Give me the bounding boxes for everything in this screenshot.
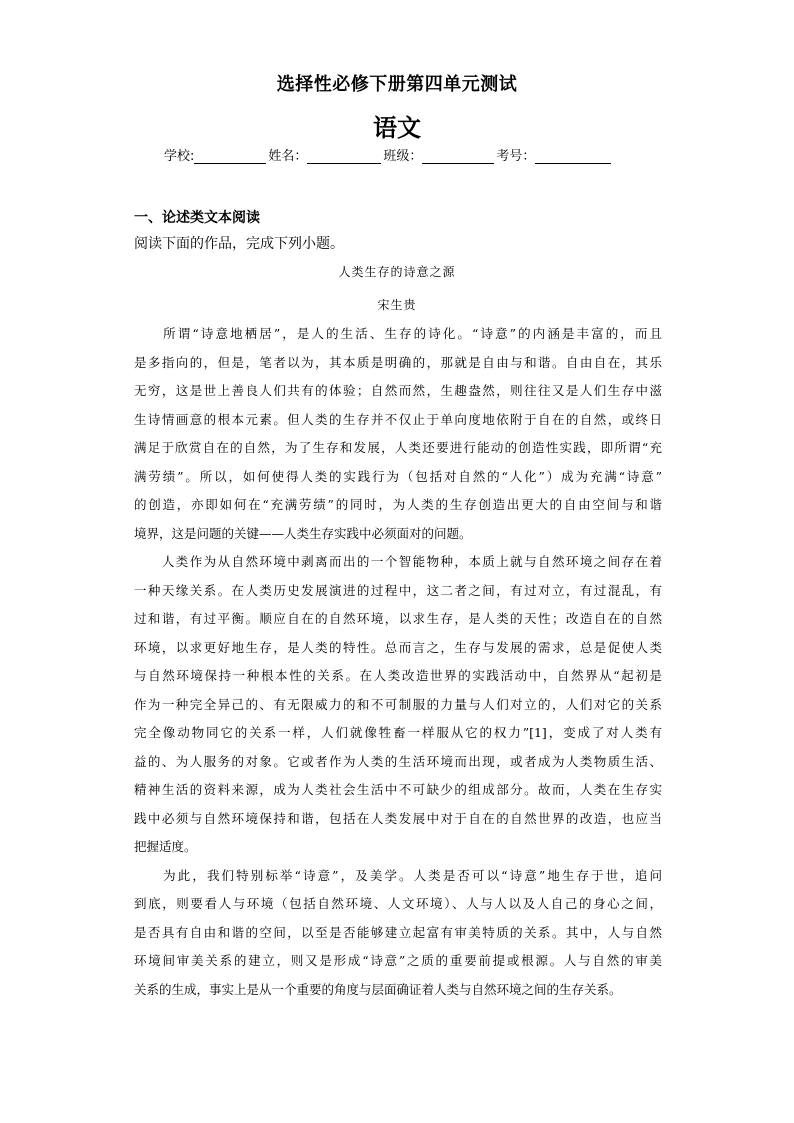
article-paragraph <box>134 862 662 1005</box>
article-title: 人类生存的诗意之源 <box>338 265 456 279</box>
paragraph-line: 过和谐，有过平衡。顺应自在的自然环境，以求生存，是人类的天性；改造自在的自然 <box>134 611 662 626</box>
paragraph-line: 生诗情画意的根本元素。但人类的生存并不仅止于单向度地依附于自在的自然，或终日 <box>134 411 662 427</box>
paragraph-line: 益的、为人服务的对象。它或者作为人类的生活环境而出现，或者成为人类物质生活、 <box>134 753 662 769</box>
paragraph-line: 是多指向的，但是，笔者以为，其本质是明确的，那就是自由与和谐。自由自在，其乐 <box>134 354 662 370</box>
paragraph-line: 与自然环境保持一种根本性的关系。在人类改造世界的实践活动中，自然界从“起初是 <box>134 668 662 683</box>
paragraph-line: 一种天缘关系。在人类历史发展演进的过程中，这二者之间，有过对立，有过混乱，有 <box>134 582 662 598</box>
school-label: 学校: <box>164 149 195 164</box>
paragraph-line: 完全像动物同它的关系一样，人们就像牲畜一样服从它的权力”[1]，变成了对人类有 <box>134 725 662 740</box>
paragraph-line: 满劳绩”。所以，如何使得人类的实践行为（包括对自然的“人化”）成为充满“诗意” <box>134 468 662 484</box>
section-instruction: 阅读下面的作品，完成下列小题。 <box>134 236 344 252</box>
section-heading: 一、论述类文本阅读 <box>134 210 260 226</box>
paragraph-line: 人类作为从自然环境中剥离而出的一个智能物种，本质上就与自然环境之间存在着 <box>134 554 662 569</box>
paragraph-line: 环境，以求更好地生存，是人类的特性。总而言之，生存与发展的需求，总是促使人类 <box>134 639 662 655</box>
name-label: 姓名： <box>268 149 308 164</box>
class-label: 班级： <box>383 149 423 164</box>
paragraph-line: 无穷，这是世上善良人们共有的体验；自然而然，生趣盎然，则往往又是人们生存中滋 <box>134 383 662 398</box>
paragraph-line: 所谓“诗意地栖居”，是人的生活、生存的诗化。“诗意”的内涵是丰富的，而且 <box>134 326 662 341</box>
paragraph-line: 的创造，亦即如何在“充满劳绩”的同时，为人类的生存创造出更大的自由空间与和谐 <box>134 497 662 512</box>
paragraph-line: 把握适度。 <box>134 839 197 854</box>
student-info-line <box>164 145 613 164</box>
paragraph-line: 环境间审美关系的建立，则又是形成“诗意”之质的重要前提或根源。人与自然的审美 <box>134 953 662 968</box>
paragraph-line: 满足于欣赏自在的自然，为了生存和发展，人类还要进行能动的创造性实践，即所谓“充 <box>134 440 662 455</box>
paragraph-line: 是否具有自由和谐的空间，以至是否能够建立起富有审美特质的关系。其中，人与自然 <box>134 924 662 940</box>
school-blank[interactable] <box>194 149 266 164</box>
exam-number-blank[interactable] <box>535 149 611 164</box>
subject-title: 语文 <box>373 114 421 142</box>
paragraph-line: 境界，这是问题的关键——人类生存实践中必须面对的问题。 <box>134 525 472 541</box>
paragraph-line: 作为一种完全异己的、有无限威力的和不可制服的力量与人们对立的，人们对它的关系 <box>134 696 662 712</box>
paragraph-line: 践中必须与自然环境保持和谐，包括在人类发展中对于自在的自然世界的改造，也应当 <box>134 810 662 826</box>
name-blank[interactable] <box>307 149 381 164</box>
paragraph-line: 为此，我们特别标举“诗意”，及美学。人类是否可以“诗意”地生存于世，追问 <box>134 867 662 883</box>
article-body <box>134 320 662 1004</box>
article-paragraph <box>134 548 662 862</box>
article-author: 宋生贵 <box>377 298 417 312</box>
paragraph-line: 到底，则要看人与环境（包括自然环境、人文环境）、人与人以及人自己的身心之间， <box>134 896 662 911</box>
paragraph-line: 精神生活的资料来源，成为人类社会生活中不可缺少的组成部分。故而，人类在生存实 <box>134 782 662 797</box>
test-title: 选择性必修下册第四单元测试 <box>276 74 518 95</box>
exam-number-label: 考号： <box>496 149 536 164</box>
class-blank[interactable] <box>422 149 494 164</box>
paragraph-line: 关系的生成，事实上是从一个重要的角度与层面确证着人类与自然环境之间的生存关系。 <box>134 981 622 997</box>
article-paragraph <box>134 320 662 548</box>
